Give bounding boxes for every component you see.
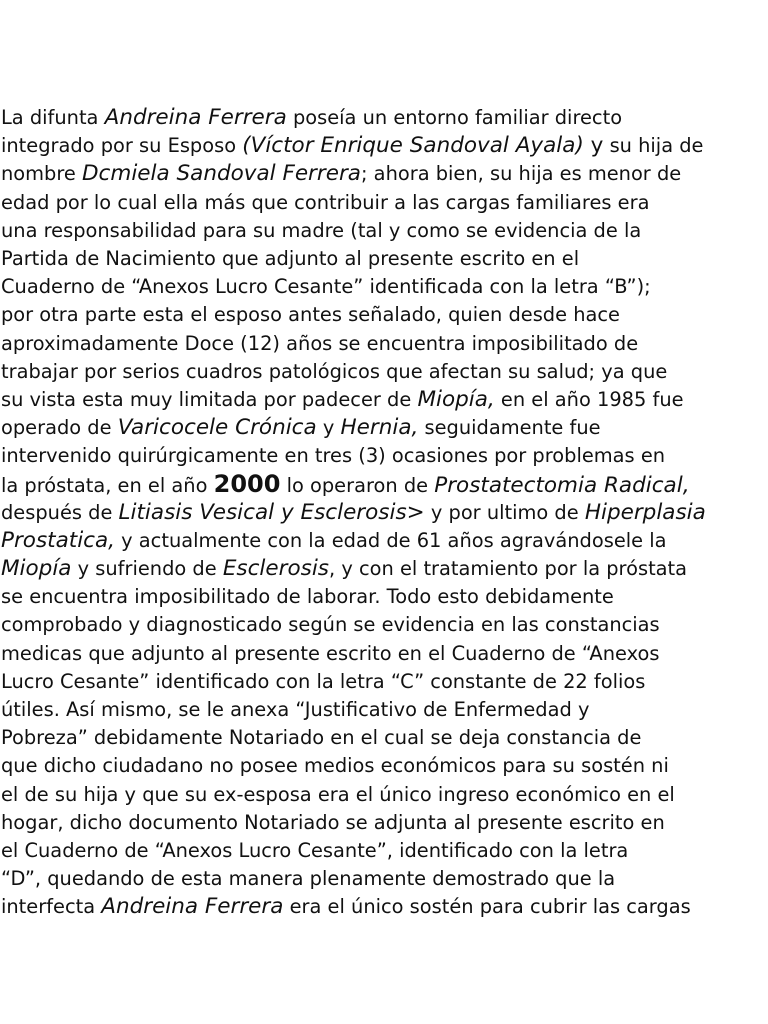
text-line xyxy=(1,809,767,837)
emphasized-text-run: Andreina Ferrera xyxy=(104,105,287,130)
text-line xyxy=(1,273,767,301)
emphasized-text-run: Prostatica, xyxy=(1,527,115,553)
text-line xyxy=(1,837,767,865)
text-run: , y con el tratamiento por la próstata xyxy=(329,557,688,580)
emphasized-text-run: Esclerosis xyxy=(222,556,330,581)
text-line xyxy=(1,330,767,358)
text-line xyxy=(1,132,767,160)
text-run: edad por lo cual ella más que contribuir a las cargas familiares era xyxy=(1,190,650,214)
text-line xyxy=(1,893,767,921)
emphasized-text-run: Miopía, xyxy=(417,386,495,412)
text-line xyxy=(1,527,767,555)
text-run: después de xyxy=(1,500,119,524)
text-run: operado de xyxy=(1,416,118,440)
text-run: La difunta xyxy=(1,106,105,129)
text-line xyxy=(1,414,767,442)
text-run: y por ultimo de xyxy=(424,500,585,524)
text-line xyxy=(1,640,767,668)
text-run: integrado por su Esposo xyxy=(1,134,243,158)
text-line xyxy=(1,583,767,611)
text-run: y xyxy=(316,416,341,440)
text-line xyxy=(1,724,767,752)
text-line xyxy=(1,217,767,245)
text-run: una responsabilidad para su madre (tal y como se evidencia de la xyxy=(1,218,642,242)
text-line xyxy=(1,386,767,414)
emphasized-text-run: 2000 xyxy=(213,470,281,499)
emphasized-text-run: Dcmiela Sandoval Ferrera xyxy=(82,161,361,187)
text-run: ; ahora bien, su hija es menor de xyxy=(360,162,682,186)
text-line xyxy=(1,611,767,639)
text-run: en el año 1985 fue xyxy=(494,387,684,411)
text-line xyxy=(1,865,767,893)
text-run: se encuentra imposibilitado de laborar. Todo esto debidamente xyxy=(1,585,614,609)
text-line xyxy=(1,189,767,217)
text-run: su vista esta muy limitada por padecer de xyxy=(1,387,418,411)
text-line xyxy=(1,160,767,188)
text-run: y sufriendo de xyxy=(71,557,223,580)
document-paragraph xyxy=(1,104,767,921)
text-line xyxy=(1,668,767,696)
text-run: comprobado y diagnosticado según se evidencia en las constancias xyxy=(1,613,660,637)
emphasized-text-run: (Víctor Enrique Sandoval Ayala) xyxy=(242,133,584,159)
text-line xyxy=(1,499,767,527)
text-run: era el único sostén para cubrir las cargas xyxy=(283,895,691,919)
text-line xyxy=(1,245,767,273)
text-run: aproximadamente Doce (12) años se encuentra imposibilitado de xyxy=(1,331,639,355)
emphasized-text-run: y xyxy=(583,133,604,159)
text-run: poseía un entorno familiar directo xyxy=(286,106,623,129)
text-run: Cuaderno de “Anexos Lucro Cesante” identificada con la letra “B”); xyxy=(1,275,651,299)
emphasized-text-run: Andreina Ferrera xyxy=(101,894,284,920)
text-run: interfecta xyxy=(1,895,102,919)
text-run: el de su hija y que su ex-esposa era el único ingreso económico en el xyxy=(1,782,675,806)
text-run: trabajar por serios cuadros patológicos que afectan su salud; ya que xyxy=(1,359,668,383)
text-line xyxy=(1,442,767,470)
emphasized-text-run: Varicocele Crónica xyxy=(117,415,317,441)
text-line xyxy=(1,781,767,809)
emphasized-text-run: Hiperplasia xyxy=(584,499,706,525)
text-run: que dicho ciudadano no posee medios económicos para su sostén ni xyxy=(1,754,669,778)
text-run: hogar, dicho documento Notariado se adjunta al presente escrito en xyxy=(1,810,665,834)
text-run: Partida de Nacimiento que adjunto al presente escrito en el xyxy=(1,246,580,270)
text-run: Lucro Cesante” identificado con la letra “C” constante de 22 folios xyxy=(1,669,646,693)
text-line xyxy=(1,470,767,498)
text-run: “D”, quedando de esta manera plenamente demostrado que la xyxy=(1,867,616,891)
text-run: lo operaron de xyxy=(280,474,435,498)
text-line xyxy=(1,696,767,724)
text-line xyxy=(1,752,767,780)
emphasized-text-run: Miopía xyxy=(1,556,72,581)
emphasized-text-run: Litiasis Vesical y Esclerosis> xyxy=(118,499,425,525)
text-line xyxy=(1,555,767,583)
text-run: su hija de xyxy=(603,134,704,158)
text-run: Pobreza” debidamente Notariado en el cual se deja constancia de xyxy=(1,726,642,750)
text-run: intervenido quirúrgicamente en tres (3) ocasiones por problemas en xyxy=(1,444,666,468)
text-run: la próstata, en el año xyxy=(1,474,214,498)
emphasized-text-run: Prostatectomia Radical, xyxy=(434,473,690,499)
text-line xyxy=(1,301,767,329)
text-run: útiles. Así mismo, se le anexa “Justificativo de Enfermedad y xyxy=(1,697,590,721)
text-run: y actualmente con la edad de 61 años agravándosele la xyxy=(115,528,667,552)
text-line xyxy=(1,358,767,386)
text-run: nombre xyxy=(1,162,82,186)
text-run: el Cuaderno de “Anexos Lucro Cesante”, identificado con la letra xyxy=(1,838,629,862)
emphasized-text-run: Hernia, xyxy=(340,415,419,441)
text-run: seguidamente fue xyxy=(418,416,601,440)
text-run: medicas que adjunto al presente escrito en el Cuaderno de “Anexos xyxy=(1,641,660,665)
text-line xyxy=(1,104,767,132)
text-run: por otra parte esta el esposo antes señalado, quien desde hace xyxy=(1,303,620,327)
